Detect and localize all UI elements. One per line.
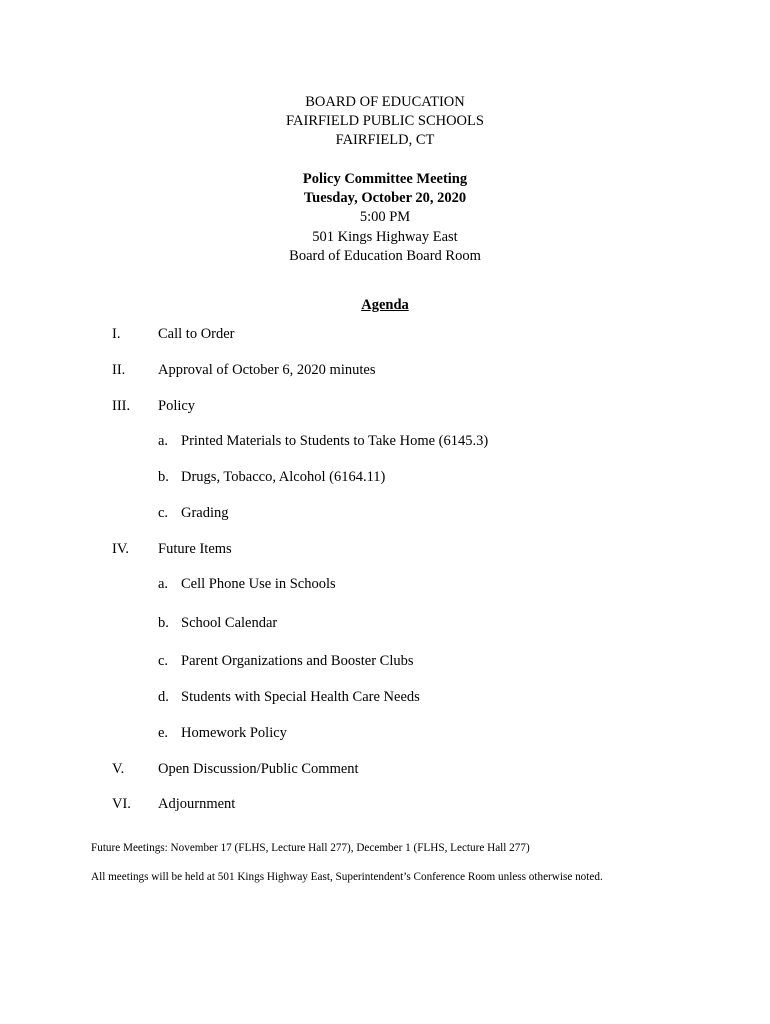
agenda-subitem-text: Parent Organizations and Booster Clubs [181, 653, 414, 669]
agenda-item-number: IV. [112, 541, 130, 557]
agenda-subitem-letter: d. [158, 689, 169, 705]
agenda-subitem-text: Homework Policy [181, 725, 287, 741]
district-name-line: FAIRFIELD PUBLIC SCHOOLS [286, 113, 484, 129]
agenda-subitem-text: School Calendar [181, 615, 278, 631]
meeting-date: Tuesday, October 20, 2020 [303, 190, 467, 206]
agenda-heading: Agenda [361, 297, 409, 313]
org-name-line: BOARD OF EDUCATION [305, 94, 465, 110]
agenda-subitem-letter: e. [158, 725, 169, 741]
agenda-subitem-text: Drugs, Tobacco, Alcohol (6164.11) [181, 469, 386, 485]
meeting-location-note: All meetings will be held at 501 Kings Highway East, Superintendent’s Conference Room unless otherwise noted. [91, 871, 603, 883]
location-line: FAIRFIELD, CT [335, 132, 435, 148]
agenda-subitem-text: Printed Materials to Students to Take Home (6145.3) [181, 433, 489, 449]
agenda-item-text: Future Items [158, 541, 232, 557]
agenda-subitem-letter: b. [158, 469, 169, 485]
agenda-item-text: Policy [158, 398, 196, 414]
agenda-subitem-letter: c. [158, 505, 169, 521]
agenda-item-text: Approval of October 6, 2020 minutes [158, 362, 376, 378]
agenda-item-text: Open Discussion/Public Comment [158, 761, 359, 777]
agenda-item-number: III. [112, 398, 131, 414]
agenda-item-text: Call to Order [158, 326, 235, 342]
agenda-subitem-letter: a. [158, 433, 169, 449]
agenda-subitem-text: Cell Phone Use in Schools [181, 576, 336, 592]
meeting-room: Board of Education Board Room [289, 248, 481, 264]
meeting-time: 5:00 PM [359, 209, 411, 225]
agenda-item-number: II. [112, 362, 126, 378]
future-meetings-note: Future Meetings: November 17 (FLHS, Lecture Hall 277), December 1 (FLHS, Lecture Hall 277) [91, 842, 530, 854]
agenda-item-text: Adjournment [158, 796, 236, 812]
agenda-item-number: VI. [112, 796, 131, 812]
agenda-item-number: V. [112, 761, 125, 777]
meeting-title: Policy Committee Meeting [302, 171, 468, 187]
meeting-address: 501 Kings Highway East [312, 229, 458, 245]
agenda-subitem-text: Students with Special Health Care Needs [181, 689, 420, 705]
agenda-subitem-letter: a. [158, 576, 169, 592]
agenda-subitem-letter: b. [158, 615, 169, 631]
agenda-subitem-letter: c. [158, 653, 169, 669]
agenda-item-number: I. [112, 326, 121, 342]
agenda-subitem-text: Grading [181, 505, 229, 521]
